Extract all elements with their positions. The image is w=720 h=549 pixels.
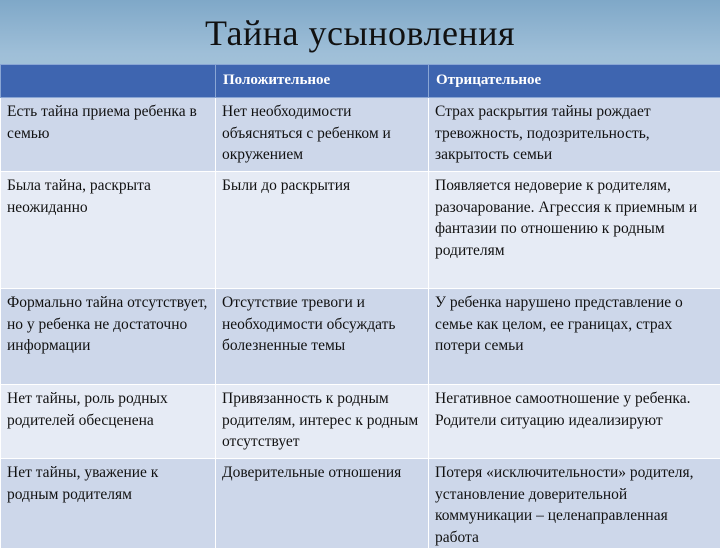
situation-cell: Была тайна, раскрыта неожиданно xyxy=(1,172,216,289)
header-positive: Положительное xyxy=(216,65,429,98)
negative-cell: Появляется недоверие к родителям, разочарование. Агрессия к приемным и фантазии по отношению к родным родителям xyxy=(429,172,720,289)
table-row xyxy=(1,459,720,549)
table-header-row xyxy=(1,65,720,98)
situation-cell: Формально тайна отсутствует, но у ребенка не достаточно информации xyxy=(1,289,216,385)
positive-cell: Доверительные отношения xyxy=(216,459,429,549)
table-row xyxy=(1,385,720,459)
situation-cell: Нет тайны, роль родных родителей обесценена xyxy=(1,385,216,459)
table-row xyxy=(1,98,720,172)
header-empty xyxy=(1,65,216,98)
situation-cell: Есть тайна приема ребенка в семью xyxy=(1,98,216,172)
negative-cell: Страх раскрытия тайны рождает тревожность, подозрительность, закрытость семьи xyxy=(429,98,720,172)
positive-cell: Нет необходимости объясняться с ребенком и окружением xyxy=(216,98,429,172)
negative-cell: Потеря «исключительности» родителя, установление доверительной коммуникации – целенаправленная работа xyxy=(429,459,720,549)
positive-cell: Были до раскрытия xyxy=(216,172,429,289)
table-row xyxy=(1,289,720,385)
positive-cell: Привязанность к родным родителям, интерес к родным отсутствует xyxy=(216,385,429,459)
header-negative: Отрицательное xyxy=(429,65,720,98)
page-title: Тайна усыновления xyxy=(0,12,720,54)
table-row xyxy=(1,172,720,289)
situation-cell: Нет тайны, уважение к родным родителям xyxy=(1,459,216,549)
positive-cell: Отсутствие тревоги и необходимости обсуждать болезненные темы xyxy=(216,289,429,385)
negative-cell: Негативное самоотношение у ребенка. Родители ситуацию идеализируют xyxy=(429,385,720,459)
comparison-table xyxy=(0,64,720,549)
negative-cell: У ребенка нарушено представление о семье как целом, ее границах, страх потери семьи xyxy=(429,289,720,385)
